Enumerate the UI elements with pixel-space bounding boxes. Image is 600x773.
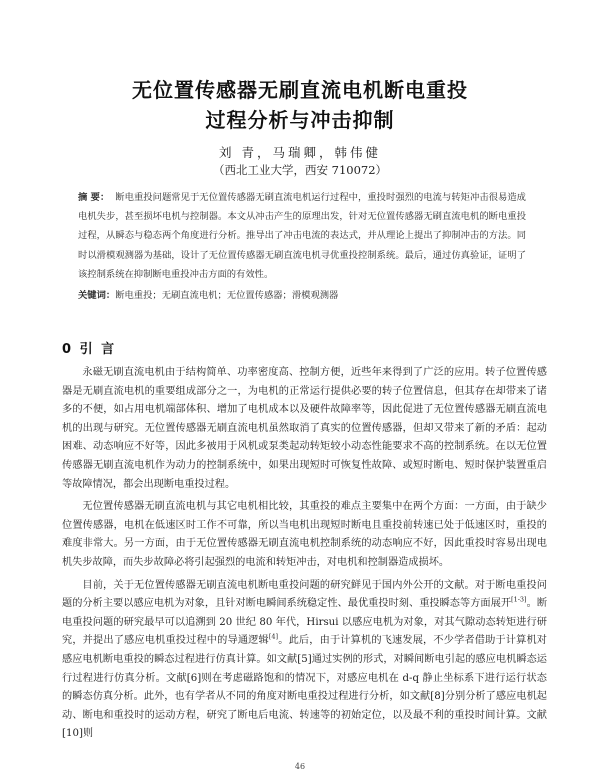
page-number: 46 <box>294 762 306 771</box>
body-paragraph-1: 永磁无刷直流电机由于结构简单、功率密度高、控制方便，近些年来得到了广泛的应用。转子位置传感器是无刷直流电机的重要组成部分之一，为电机的正常运行提供必要的转子位置信息，但其存在却带来了诸多的不便，如占用电机端部体积、增加了电机成本以及硬件故障率等，因此促进了无位置传感器无刷直流电机的出现与研究。无位置传感器无刷直流电机虽然取消了真实的位置传感器，但却又带来了新的矛盾：起动困难、动态响应不好等，因此多被用于风机或泵类起动转矩较小动态性能要求不高的控制系统。在以无位置传感器无刷直流电机作为动力的控制系统中，如果出现短时可恢复性故障、或短时断电、短时保护装置重启等故障情况，都会出现断电重投过程。 <box>62 367 547 490</box>
citation-ref-1: [1-3] <box>511 595 527 604</box>
paragraph-3-text-a: 目前，关于无位置传感器无刷直流电机断电重投问题的研究鲜见于国内外公开的文献。对于断电重投问题的分析主要以感应电机为对象，且针对断电瞬间系统稳定性、最优重投时刻、重投瞬态等方面展开 <box>62 579 547 610</box>
keywords-block <box>78 287 526 301</box>
keywords-label: 关键词： <box>78 290 116 301</box>
paper-title-line2: 过程分析与冲击抑制 <box>205 108 395 132</box>
abstract-text: 断电重投问题常见于无位置传感器无刷直流电机运行过程中，重投时强烈的电流与转矩冲击很易造成电机失步，甚至损坏电机与控制器。本文从冲击产生的原理出发，针对无位置传感器无刷直流电机的断电重投过程，从瞬态与稳态两个角度进行分析。推导出了冲击电流的表达式，并从理论上提出了抑制冲击的方法。同时以滑模观测器为基础，设计了无位置传感器无刷直流电机寻优重投控制系统。最后，通过仿真验证，证明了该控制系统在抑制断电重投冲击方面的有效性。 <box>78 192 526 280</box>
author-list: 刘 青，马瑞卿，韩伟健 <box>219 145 381 160</box>
keywords-text: 断电重投；无刷直流电机；无位置传感器；滑模观测器 <box>115 290 339 301</box>
paragraph-3-text-c: 。此后，由于计算机的飞速发展，不少学者借助于计算机对感应电机断电重投的瞬态过程进行仿真计算。如文献[5]通过实例的形式，对瞬间断电引起的感应电机瞬态运行过程进行仿真分析。文献[6]则在考虑磁路饱和的情况下，对感应电机在 d-q 静止坐标系下进行运行状态的瞬态仿真分析。此外，也有学者从不同的角度对断电重投过程进行分析，如文献[8]分别分析了感应电机起动、断电和重投时的运动方程，研究了断电后电流、转速等的初始定位，以及最不利的重投时间计算。文献[10]则 <box>62 635 547 740</box>
section-heading-introduction: 0 引 言 <box>62 342 117 357</box>
body-paragraph-2: 无位置传感器无刷直流电机与其它电机相比较，其重投的难点主要集中在两个方面：一方面，由于缺少位置传感器，电机在低速区时工作不可靠，所以当电机出现短时断电且重投前转速已处于低速区时，重投的难度非常大。另一方面，由于无位置传感器无刷直流电机控制系统的动态响应不好，因此重投时容易出现电机失步故障，而失步故障必将引起强烈的电流和转矩冲击，对电机和控制器造成损坏。 <box>62 501 547 568</box>
affiliation: （西北工业大学，西安 710072） <box>212 163 388 177</box>
abstract-label: 摘 要： <box>78 192 110 203</box>
paper-title-line1: 无位置传感器无刷直流电机断电重投 <box>132 78 468 102</box>
citation-ref-2: [4] <box>268 632 279 641</box>
paragraph-3-text-b: 。断电重投问题的研究最早可以追溯到 20 世纪 80 年代，Hirsui 以感应电机为对象，对其气隙动态转矩进行研究，并提出了感应电机重投过程中的导通逻辑 <box>62 598 548 647</box>
body-text <box>62 364 547 748</box>
abstract-block <box>78 188 526 284</box>
body-paragraph-3 <box>62 577 547 744</box>
